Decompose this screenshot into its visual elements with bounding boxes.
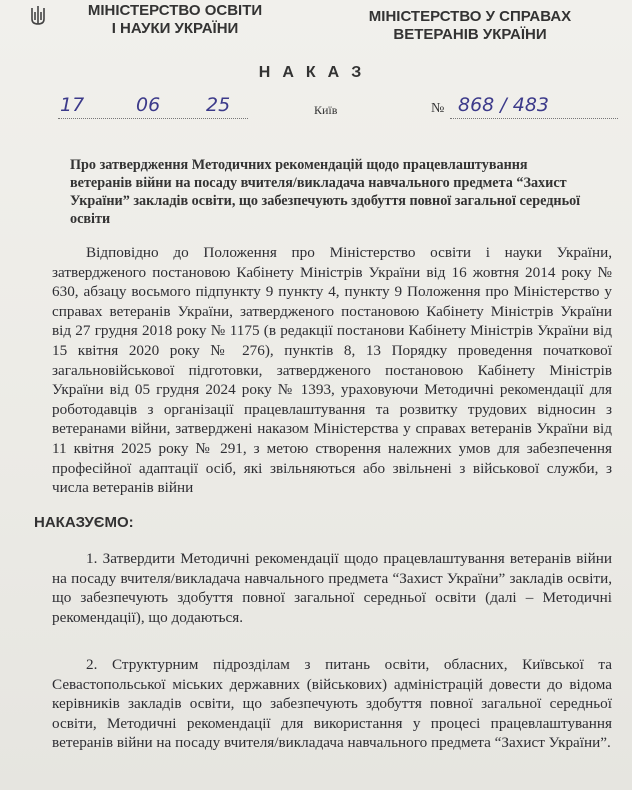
order-item-2: 2. Структурним підрозділам з питань освіти, обласних, Київської та Севастопольської міських державних (військових) адміністрацій довести до відома керівників закладів освіти, що забезпечують здобуття повної загальної середньої освіти, Методичні рекомендації для використання у процесі працевлаштування ветеранів війни на посаду вчителя/викладача навчального предмета “Захист України”. <box>52 656 612 752</box>
order-number: 868 / 483 <box>458 94 550 116</box>
ministry-left-line1: МІНІСТЕРСТВО ОСВІТИ <box>87 2 263 19</box>
city-label: Київ <box>314 103 338 117</box>
order-subject: Про затвердження Методичних рекомендацій щодо працевлаштування ветеранів війни на посаду вчителя/викладача навчального предмета “Захист України” закладів освіти, що забезпечують здобуття повної загальної середньої освіти <box>70 157 581 227</box>
preamble-paragraph: Відповідно до Положення про Міністерство освіти і науки України, затвердженого постановою Кабінету Міністрів України від 16 жовтня 2014 року № 630, абзацу восьмого підпункту 9 пункту 4, пункту 9 Положення про Міністерство у справах ветеранів України, затвердженого постановою Кабінету Міністрів України від 27 грудня 2018 року № 1175 (в редакції постанови Кабінету Міністрів України від 15 квітня 2020 року № 276), пунктів 8, 13 Порядку проведення початкової загальновійськової підготовки, затвердженого постановою Кабінету Міністрів України від 05 грудня 2024 року № 1393, ураховуючи Методичні рекомендації для роботодавців з організації працевлаштування та розвитку трудових відносин з ветеранами війни, затверджені наказом Міністерства у справах ветеранів України від 11 квітня 2025 року № 291, з метою створення належних умов для забезпечення професійної адаптації осіб, які звільняються або звільнені з військової служби, з числа ветеранів війни <box>52 244 612 497</box>
ministry-education-header <box>70 2 280 38</box>
date-year: 25 <box>206 94 231 116</box>
trident-icon <box>30 6 46 26</box>
date-month: 06 <box>136 94 161 116</box>
ministry-right-line1: МІНІСТЕРСТВО У СПРАВАХ <box>368 8 572 25</box>
order-word: НАКАЗУЄМО: <box>34 514 134 531</box>
number-underline <box>450 118 618 119</box>
number-label: № <box>431 101 445 116</box>
date-underline <box>58 118 248 119</box>
ministry-veterans-header <box>350 8 590 44</box>
order-date-number-line <box>58 96 618 126</box>
order-item-1: 1. Затвердити Методичні рекомендації щодо працевлаштування ветеранів війни на посаду вчителя/викладача навчального предмета “Захист України” закладів освіти, що забезпечують здобуття повної загальної середньої освіти (далі – Методичні рекомендації), що додаються. <box>52 550 612 626</box>
order-title: НАКАЗ <box>258 64 374 81</box>
ministry-right-line2: ВЕТЕРАНІВ УКРАЇНИ <box>393 26 547 43</box>
date-day: 17 <box>60 94 85 116</box>
ministry-left-line2: І НАУКИ УКРАЇНИ <box>111 20 239 37</box>
